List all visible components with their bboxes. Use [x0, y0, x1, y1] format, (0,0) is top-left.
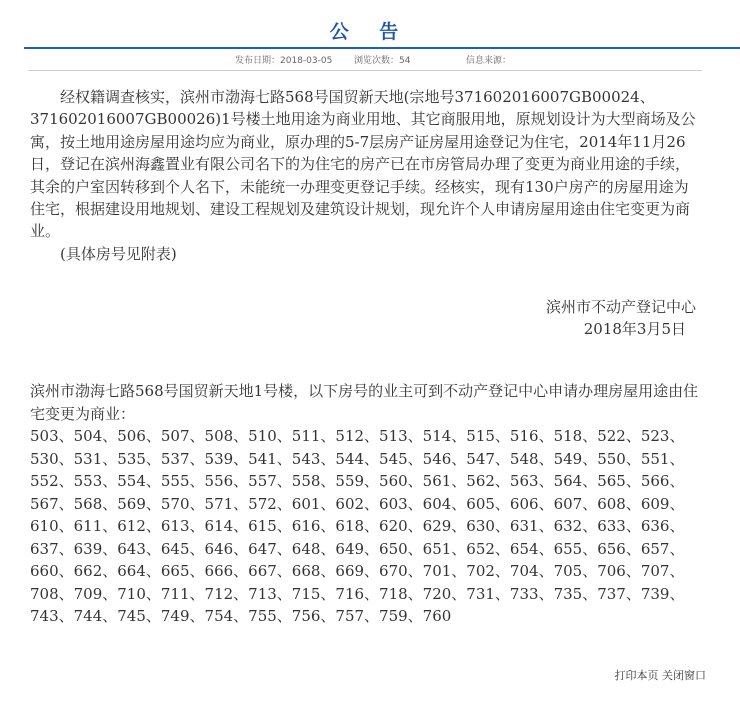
signature-block	[546, 296, 696, 341]
annex-section	[30, 380, 702, 628]
page-title: 公 告	[329, 21, 411, 43]
notice-body	[30, 86, 702, 265]
info-source: 信息来源：	[466, 56, 512, 66]
close-window-link[interactable]: 关闭窗口	[662, 669, 706, 682]
print-page-link[interactable]: 打印本页	[614, 669, 659, 682]
attachment-note: (具体房号见附表)	[60, 244, 177, 263]
annex-intro: 滨州市渤海七路568号国贸新天地1号楼，以下房号的业主可到不动产登记中心申请办理房屋用途由住宅变更为商业：	[30, 382, 699, 423]
signature-organization: 滨州市不动产登记中心	[545, 298, 696, 316]
footer-actions	[615, 668, 707, 684]
body-paragraph: 经权籍调查核实，滨州市渤海七路568号国贸新天地(宗地号371602016007GB00024、371602016007GB00026)1号楼土地用途为商业用地、其它商服用地，原规划设计为大型商场及公寓，按土地用途房屋用途均应为商业，原办理的5-7层房产证房屋用途登记为住宅，2014年11月26日，登记在滨州海鑫置业有限公司名下的为住宅的房产已在市房管局办理了变更为商业用途的手续，其余的户室因转移到个人名下，未能统一办理变更登记手续。经核实，现有130户房产的房屋用途为住宅，根据建设用地规划、建设工程规划及建筑设计规划，现允许个人申请房屋用途由住宅变更为商业。	[30, 88, 696, 241]
signature-date: 2018年3月5日	[583, 320, 686, 339]
view-count: 浏览次数：54	[354, 56, 411, 66]
room-number-list: 503、504、506、507、508、510、511、512、513、514、515、516、518、522、523、530、531、535、537、539、541、543、544、545、546、547、548、549、550、551、552、553、554、555、556、557、558、559、560、561、562、563、564、565、566、567、568、569、570、571、572、601、602、603、604、605、606、607、608、609、610、611、612、613、614、615、616、618、620、629、630、631、632、633、636、637、639、643、645、646、647、648、649、650、651、652、654、655、656、657、660、662、664、665、666、667、668、669、670、701、702、704、705、706、707、708、709、710、711、712、713、715、716、718、720、731、733、735、737、739、743、744、745、749、754、755、756、757、759、760	[30, 427, 685, 625]
meta-divider	[28, 70, 702, 71]
title-divider	[24, 47, 740, 49]
publish-date: 发布日期：2018-03-05	[235, 56, 333, 66]
